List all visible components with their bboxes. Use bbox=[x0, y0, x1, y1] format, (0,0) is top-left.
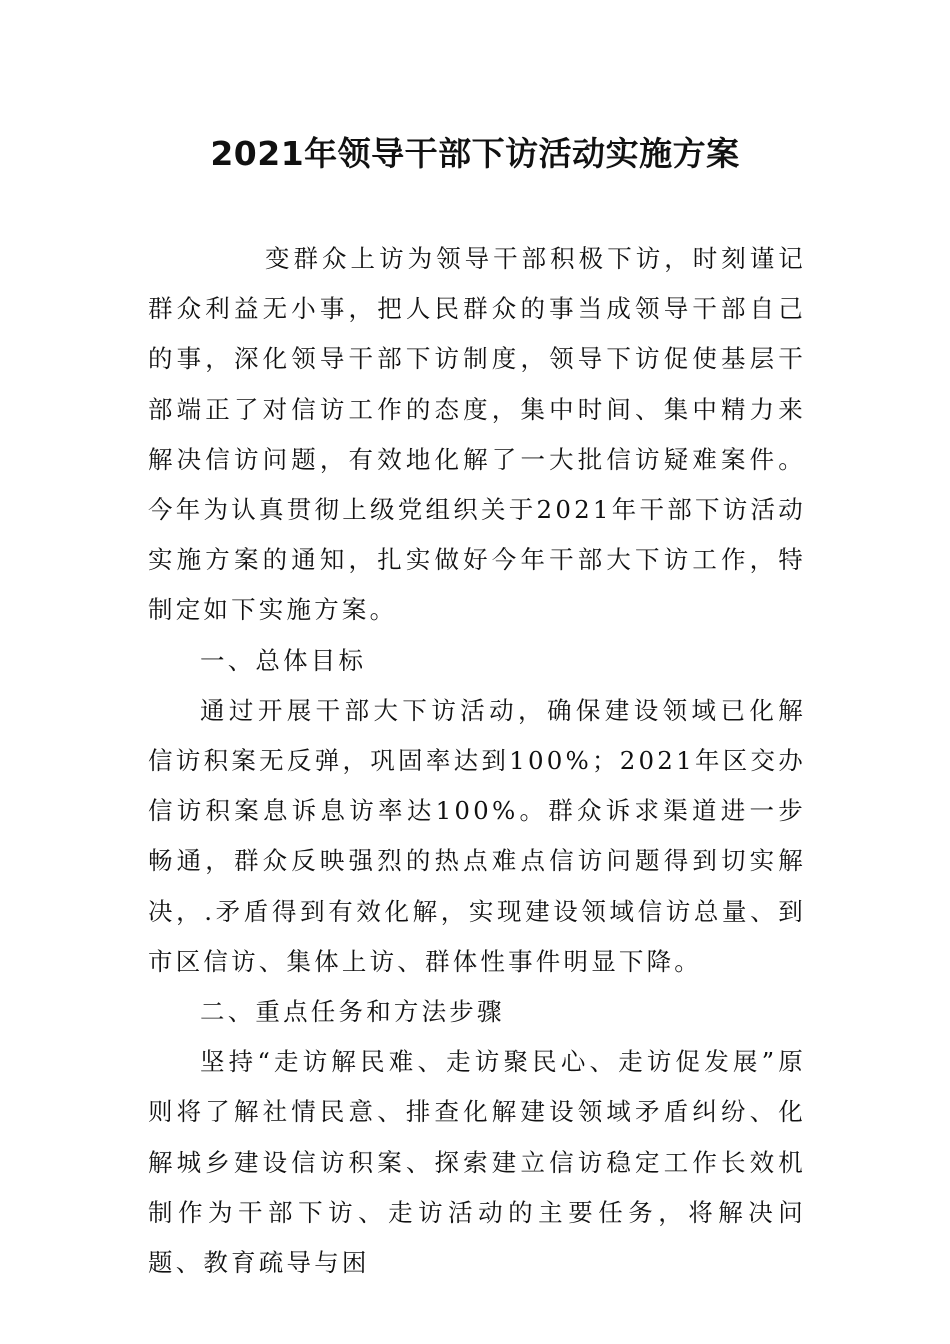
key-tasks-paragraph: 坚持“走访解民难、走访聚民心、走访促发展”原则将了解社情民意、排查化解建设领域矛盾纠纷、化解城乡建设信访积案、探索建立信访稳定工作长效机制作为干部下访、走访活动的主要任务，将解决问题、教育疏导与困 bbox=[148, 1047, 806, 1278]
section-heading-overall-goal: 一、总体目标 bbox=[200, 645, 367, 675]
intro-paragraph: 变群众上访为领导干部积极下访，时刻谨记群众利益无小事，把人民群众的事当成领导干部自己的事，深化领导干部下访制度，领导下访促使基层干部端正了对信访工作的态度，集中时间、集中精力来解决信访问题，有效地化解了一大批信访疑难案件。今年为认真贯彻上级党组织关于2021年干部下访活动实施方案的通知，扎实做好今年干部大下访工作，特制定如下实施方案。 bbox=[148, 244, 806, 625]
section-heading-key-tasks: 二、重点任务和方法步骤 bbox=[200, 997, 505, 1027]
document-title: 2021年领导干部下访活动实施方案 bbox=[210, 134, 740, 173]
document-body bbox=[148, 234, 806, 1288]
overall-goal-paragraph: 通过开展干部大下访活动，确保建设领域已化解信访积案无反弹，巩固率达到100%；2021年区交办信访积案息诉息访率达100%。群众诉求渠道进一步畅通，群众反映强烈的热点难点信访问题得到切实解决，.矛盾得到有效化解，实现建设领域信访总量、到市区信访、集体上访、群体性事件明显下降。 bbox=[148, 695, 806, 976]
